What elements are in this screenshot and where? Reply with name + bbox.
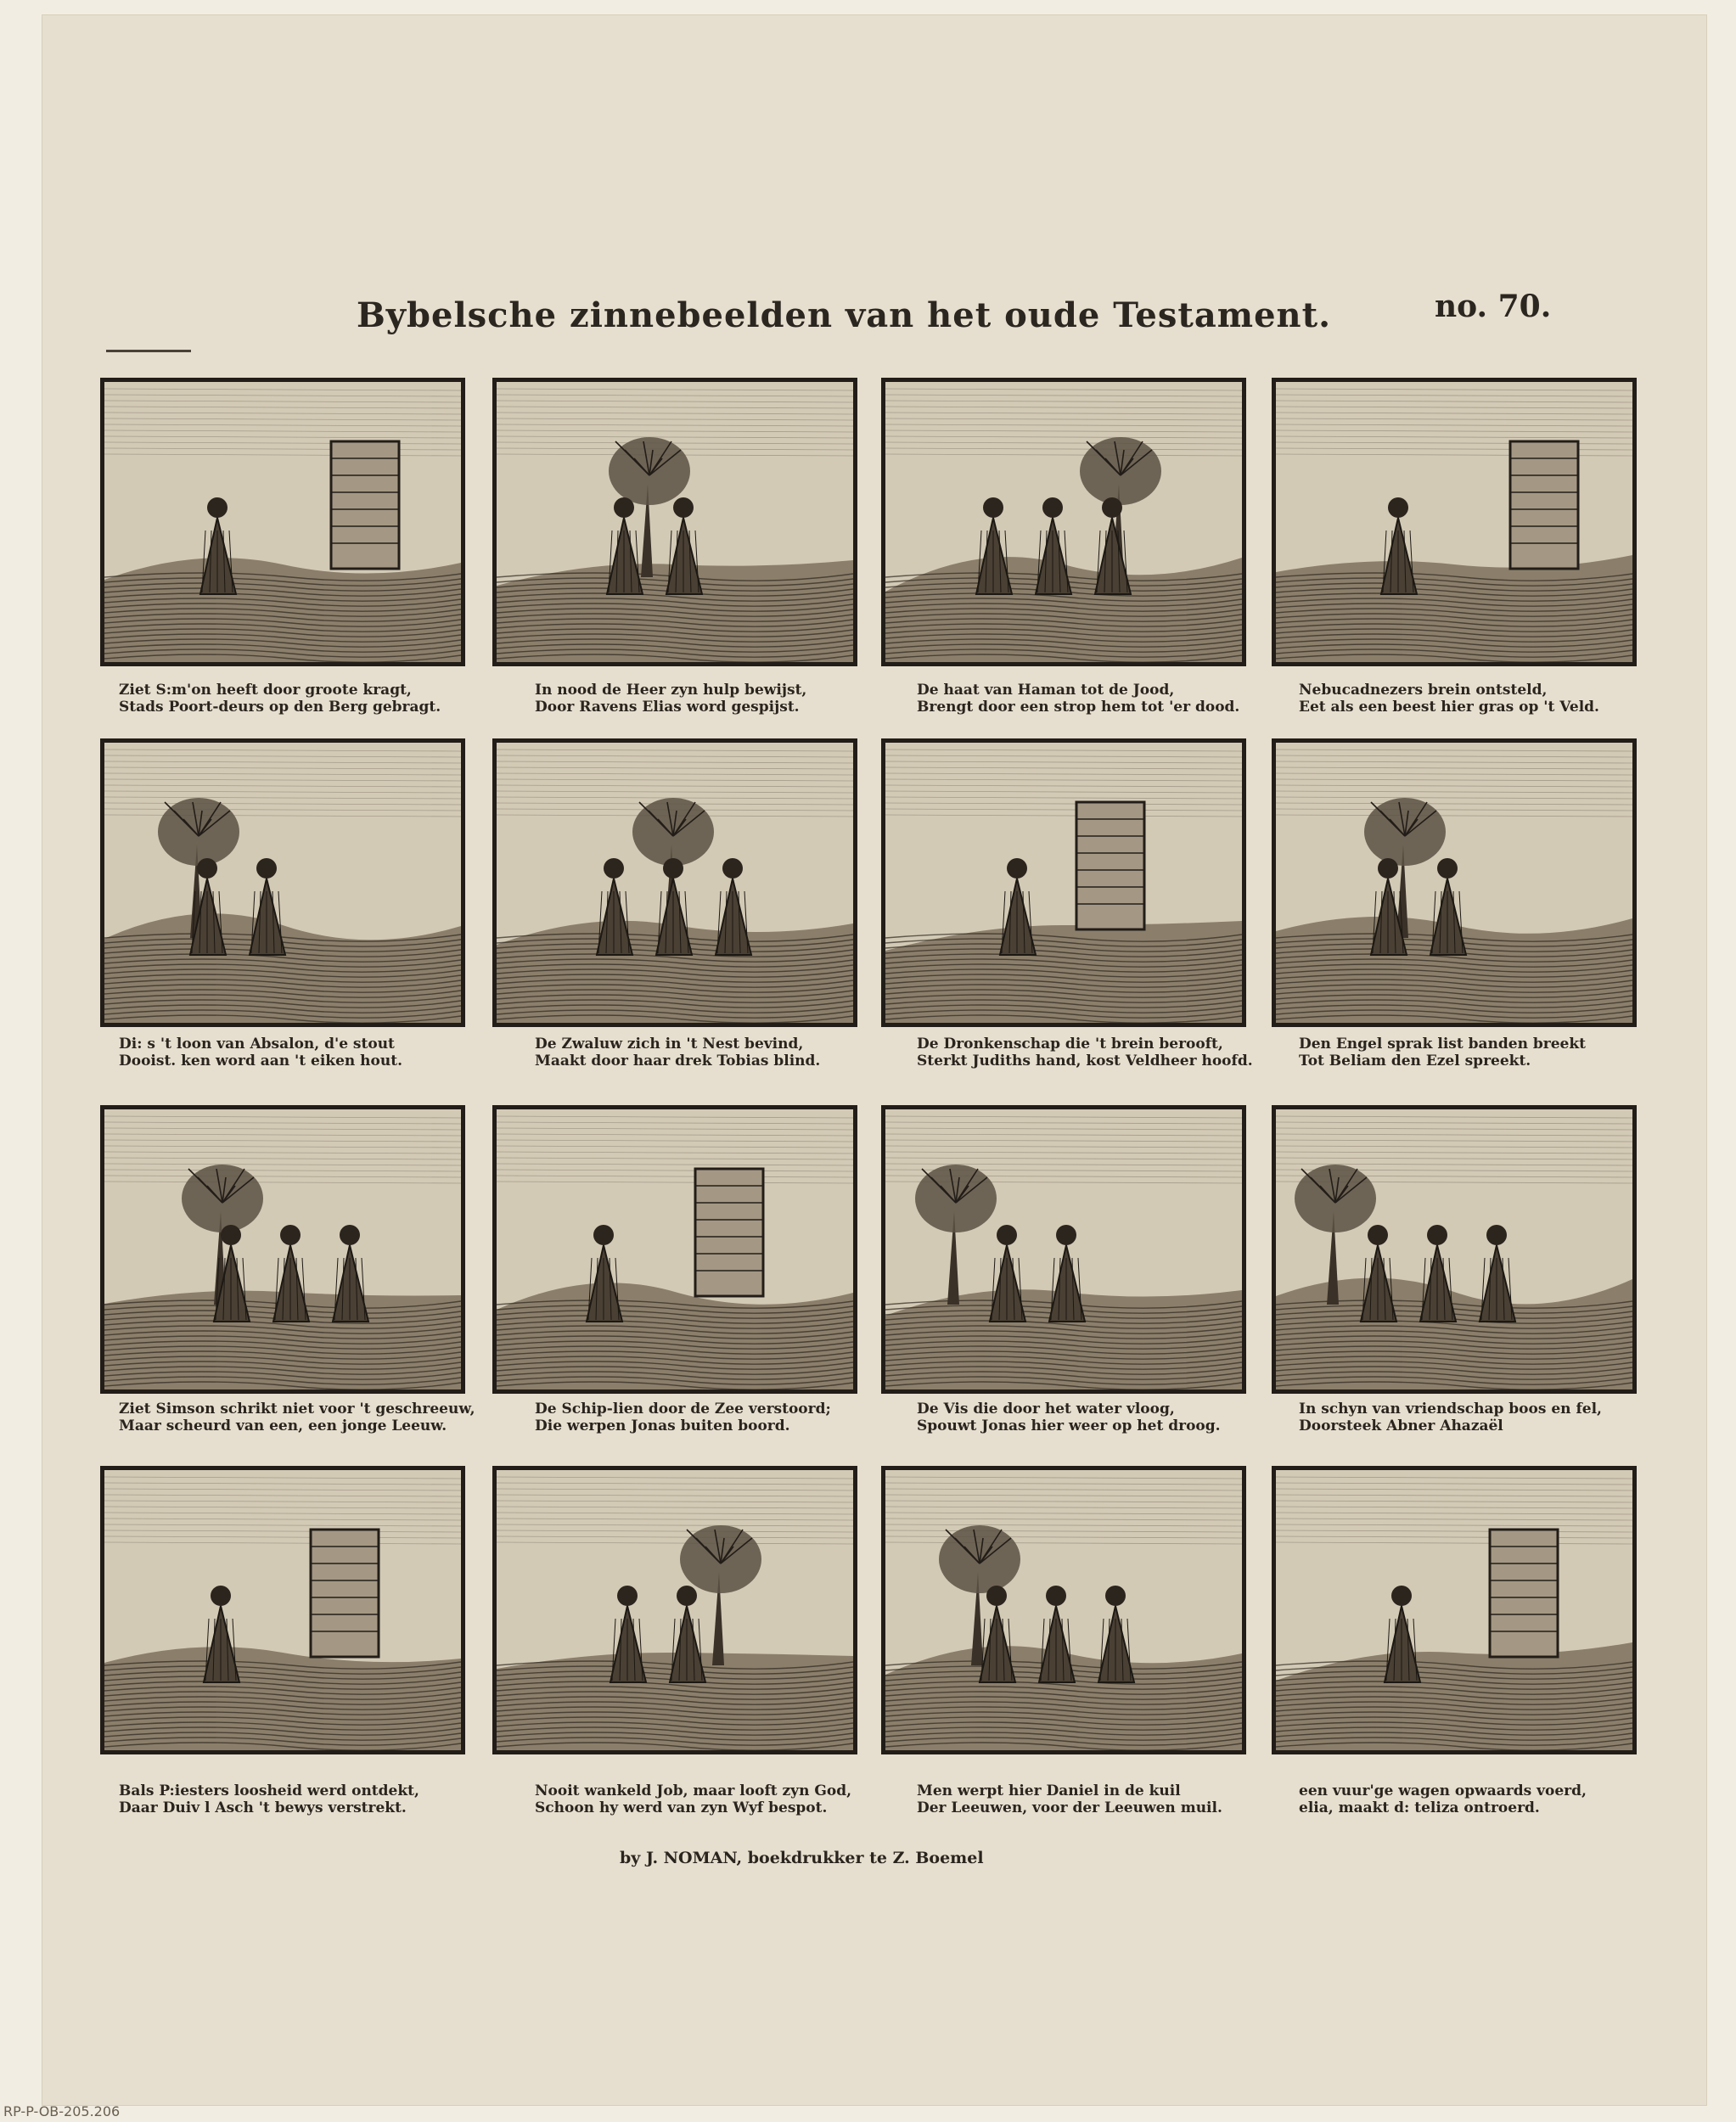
- jonah-fish-icon: [885, 1109, 1242, 1389]
- caption-line-1: Men werpt hier Daniel in de kuil: [917, 1782, 1181, 1799]
- printer-imprint: by J. NOMAN, boekdrukker te Z. Boemel: [620, 1849, 984, 1867]
- haman-feast-icon: [885, 382, 1242, 662]
- caption-line-2: Der Leeuwen, voor der Leeuwen muil.: [917, 1799, 1222, 1816]
- woodcut-jonah-fish: [881, 1105, 1246, 1394]
- panel-caption: [1299, 682, 1689, 716]
- inventory-number: RP-P-OB-205.206: [3, 2103, 121, 2119]
- panel-caption: [917, 1782, 1307, 1816]
- panel-caption: [119, 1036, 509, 1069]
- caption-line-2: Tot Beliam den Ezel spreekt.: [1299, 1053, 1531, 1069]
- panel-caption: [917, 682, 1307, 716]
- caption-line-1: In nood de Heer zyn hulp bewijst,: [535, 682, 807, 699]
- elijah-fed-by-ravens-icon: [497, 382, 853, 662]
- balaam-angel-icon: [1276, 743, 1632, 1023]
- caption-line-2: Dooist. ken word aan 't eiken hout.: [119, 1053, 403, 1069]
- caption-line-1: De Zwaluw zich in 't Nest bevind,: [535, 1036, 804, 1053]
- caption-line-1: Nebucadnezers brein ontsteld,: [1299, 682, 1548, 699]
- woodcut-abner-slain: [1272, 1105, 1637, 1394]
- caption-line-1: De Dronkenschap die 't brein berooft,: [917, 1036, 1223, 1053]
- woodcut-daniel-lions-den: [881, 1466, 1246, 1754]
- caption-line-2: Die werpen Jonas buiten boord.: [535, 1417, 790, 1434]
- woodcut-elijah-chariot: [1272, 1466, 1637, 1754]
- woodcut-elijah-fed-by-ravens: [492, 378, 857, 666]
- caption-line-1: In schyn van vriendschap boos en fel,: [1299, 1401, 1602, 1417]
- panel-caption: [119, 1782, 509, 1816]
- caption-line-1: De Schip-lien door de Zee verstoord;: [535, 1401, 831, 1417]
- tobias-blinded-icon: [497, 743, 853, 1023]
- woodcut-balaam-angel: [1272, 738, 1637, 1027]
- woodcut-samson-lion: [100, 1105, 465, 1394]
- caption-line-2: Maar scheurd van een, een jonge Leeuw.: [119, 1417, 447, 1434]
- elijah-chariot-icon: [1276, 1470, 1632, 1750]
- woodcut-nebuchadnezzar-in-field: [1272, 378, 1637, 666]
- caption-line-1: De haat van Haman tot de Jood,: [917, 682, 1175, 699]
- woodcut-tobias-blinded: [492, 738, 857, 1027]
- caption-line-2: Sterkt Judiths hand, kost Veldheer hoofd.: [917, 1053, 1253, 1069]
- job-mocked-icon: [497, 1470, 853, 1750]
- panel-caption: [535, 682, 925, 716]
- simson-carrying-gates-icon: [104, 382, 461, 662]
- caption-line-2: Eet als een beest hier gras op 't Veld.: [1299, 699, 1599, 716]
- sheet-title: Bybelsche zinnebeelden van het oude Testament.: [357, 295, 1332, 335]
- nebuchadnezzar-in-field-icon: [1276, 382, 1632, 662]
- woodcut-haman-feast: [881, 378, 1246, 666]
- panel-caption: [1299, 1401, 1689, 1434]
- judith-holofernes-icon: [885, 743, 1242, 1023]
- jonah-ship-icon: [497, 1109, 853, 1389]
- daniel-lions-den-icon: [885, 1470, 1242, 1750]
- panel-caption: [119, 1401, 509, 1434]
- ornament-rule: [106, 350, 191, 352]
- caption-line-2: Stads Poort-deurs op den Berg gebragt.: [119, 699, 441, 716]
- caption-line-2: Spouwt Jonas hier weer op het droog.: [917, 1417, 1221, 1434]
- panel-caption: [917, 1401, 1307, 1434]
- bel-priests-icon: [104, 1470, 461, 1750]
- sheet-number: no. 70.: [1435, 289, 1552, 324]
- caption-line-2: Brengt door een strop hem tot 'er dood.: [917, 699, 1240, 716]
- caption-line-2: Door Ravens Elias word gespijst.: [535, 699, 800, 716]
- panel-caption: [119, 682, 509, 716]
- abner-slain-icon: [1276, 1109, 1632, 1389]
- caption-line-1: Ziet Simson schrikt niet voor 't geschreeuw,: [119, 1401, 475, 1417]
- caption-line-2: elia, maakt d: teliza ontroerd.: [1299, 1799, 1540, 1816]
- caption-line-1: De Vis die door het water vloog,: [917, 1401, 1175, 1417]
- woodcut-job-mocked: [492, 1466, 857, 1754]
- caption-line-2: Daar Duiv l Asch 't bewys verstrekt.: [119, 1799, 407, 1816]
- panel-caption: [1299, 1782, 1689, 1816]
- woodcut-judith-holofernes: [881, 738, 1246, 1027]
- panel-caption: [535, 1036, 925, 1069]
- caption-line-1: een vuur'ge wagen opwaards voerd,: [1299, 1782, 1587, 1799]
- samson-lion-icon: [104, 1109, 461, 1389]
- panel-caption: [535, 1401, 925, 1434]
- caption-line-1: Nooit wankeld Job, maar looft zyn God,: [535, 1782, 852, 1799]
- panel-caption: [1299, 1036, 1689, 1069]
- woodcut-bel-priests: [100, 1466, 465, 1754]
- caption-line-2: Schoon hy werd van zyn Wyf bespot.: [535, 1799, 828, 1816]
- caption-line-1: Di: s 't loon van Absalon, d'e stout: [119, 1036, 395, 1053]
- caption-line-2: Maakt door haar drek Tobias blind.: [535, 1053, 821, 1069]
- panel-caption: [535, 1782, 925, 1816]
- panel-caption: [917, 1036, 1307, 1069]
- caption-line-1: Ziet S:m'on heeft door groote kragt,: [119, 682, 412, 699]
- woodcut-simson-carrying-gates: [100, 378, 465, 666]
- caption-line-1: Bals P:iesters loosheid werd ontdekt,: [119, 1782, 419, 1799]
- caption-line-1: Den Engel sprak list banden breekt: [1299, 1036, 1586, 1053]
- absalom-in-tree-icon: [104, 743, 461, 1023]
- caption-line-2: Doorsteek Abner Ahazaël: [1299, 1417, 1503, 1434]
- woodcut-absalom-in-tree: [100, 738, 465, 1027]
- woodcut-jonah-ship: [492, 1105, 857, 1394]
